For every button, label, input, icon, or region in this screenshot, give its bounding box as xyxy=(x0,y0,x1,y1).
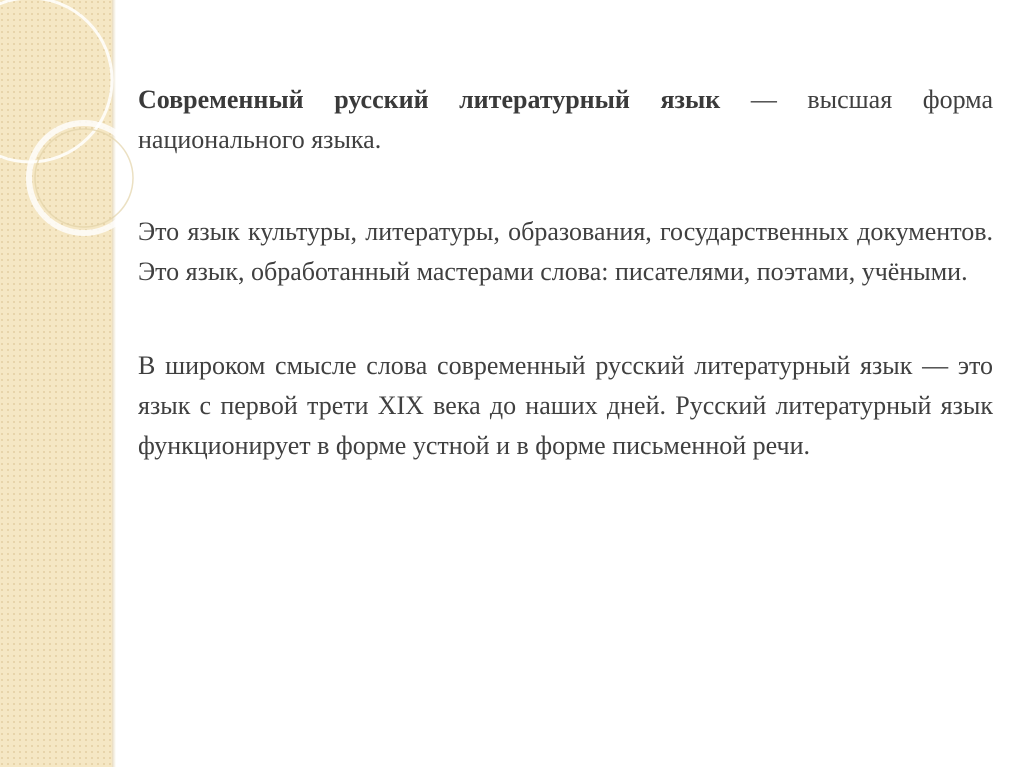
paragraph-definition xyxy=(138,80,993,160)
definition-term: Современный русский литературный язык xyxy=(138,85,721,114)
paragraph-broad-sense: В широком смысле слова современный русский литературный язык — это язык с первой трети XIX века до наших дней. Русский литературный язык функционирует в форме устной и в форме письменной речи. xyxy=(138,351,993,460)
definition-text: — высшая форма национального языка. xyxy=(138,85,993,154)
slide-body xyxy=(138,80,993,518)
decorative-circle-small xyxy=(29,123,139,233)
paragraph-description: Это язык культуры, литературы, образования, государственных документов. Это язык, обработанный мастерами слова: писателями, поэтами, учёными. xyxy=(138,217,993,286)
decorative-circles xyxy=(0,0,140,260)
decorative-circle-small-inner xyxy=(35,129,133,227)
